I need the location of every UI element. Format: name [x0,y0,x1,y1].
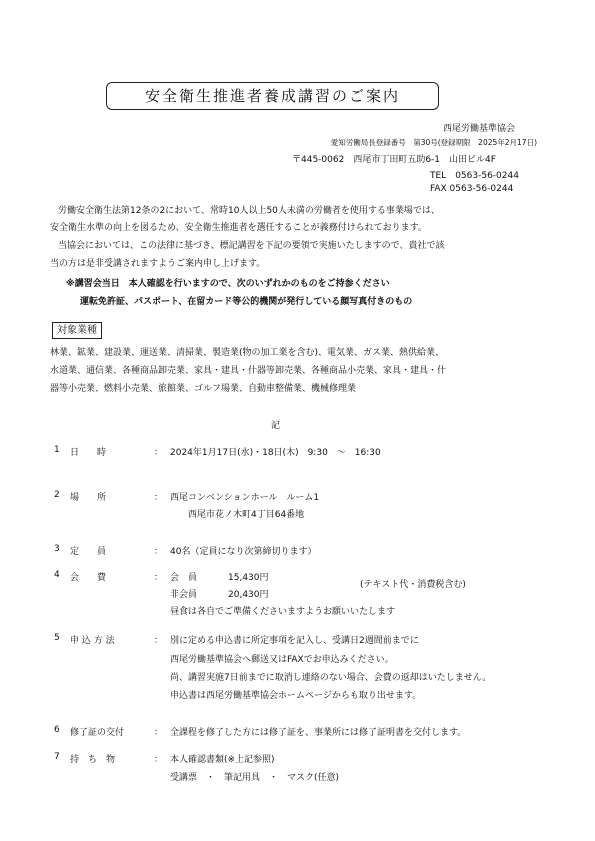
intro-line: 安全衛生水準の向上を図るため、安全衛生推進者を選任することが義務付けられております。 [50,223,427,233]
issuer-tel: TEL 0563-56-0244 [430,171,519,181]
issuer-address: 〒445-0062 西尾市丁田町五助6-1 山田ビル4F [292,155,496,165]
industries-line: 林業、鉱業、建設業、運送業、清掃業、製造業(物の加工業を含む)、電気業、ガス業、熱供給業、 [50,348,445,358]
item-label-certificate: 修了証の交付 [70,728,125,738]
item-separator: ： [154,636,164,646]
item-separator: ： [154,755,164,765]
item-number: 5 [54,633,60,643]
item-value-place: 西尾コンベンションホール ルーム1 [170,493,320,503]
item-label-fee: 会 費 [70,573,107,583]
item-number: 1 [54,445,60,455]
fee-nonmember-price: 20,430円 [228,590,269,600]
fee-lunch-note: 昼食は各自でご準備くださいますようお願いいたします [170,607,396,617]
item-separator: ： [154,448,164,458]
item-value-capacity: 40名（定員になり次第締切ります） [170,547,317,557]
item-value-place-address: 西尾市花ノ木町4丁目64番地 [188,510,305,520]
item-number: 3 [54,544,60,554]
item-value-belongings-list: 受講票 ・ 筆記用具 ・ マスク(任意) [170,773,340,783]
intro-line: 労働安全衛生法第12条の2において、常時10人以上50人未満の労働者を使用する事業場では、 [58,206,440,216]
item-value-belongings: 本人確認書類(※上記参照) [170,755,275,765]
fee-nonmember-label: 非会員 [170,590,198,600]
apply-line: 申込書は西尾労働基準協会ホームページからも取り出せます。 [170,691,422,701]
apply-line: 別に定める申込書に所定事項を記入し、受講日2週間前までに [170,636,419,646]
page-title: 安全衛生推進者養成講習のご案内 [106,82,439,110]
fee-member-label: 会 員 [170,573,198,583]
item-value-date: 2024年1月17日(水)・18日(木) 9:30 ～ 16:30 [170,448,381,458]
intro-line: 当の方は是非受講されますようご案内申し上げます。 [50,259,266,269]
item-number: 7 [54,752,60,762]
industries-line: 器等小売業、燃料小売業、旅館業、ゴルフ場業、自動車整備業、機械修理業 [50,384,357,394]
apply-line: 西尾労働基準協会へ郵送又はFAXでお申込みください。 [170,655,394,665]
notice-line: 運転免許証、パスポート、在留カード等公的機関が発行している顔写真付きのもの [80,297,413,307]
issuer-name: 西尾労働基準協会 [442,124,515,134]
item-number: 6 [54,725,60,735]
item-number: 4 [54,570,60,580]
item-label-capacity: 定 員 [70,547,107,557]
issuer-fax: FAX 0563-56-0244 [430,184,514,194]
item-separator: ： [154,573,164,583]
fee-member-price: 15,430円 [228,573,269,583]
industries-line: 水道業、通信業、各種商品卸売業、家具・建具・什器等卸売業、各種商品小売業、家具・建具・什 [50,366,447,376]
apply-line: 尚、講習実施7日前までに取消し連絡のない場合、会費の返却はいたしません。 [170,673,492,683]
item-label-date: 日 時 [70,448,107,458]
item-value-certificate: 全課程を修了した方には修了証を、事業所には修了証明書を交付します。 [170,728,467,738]
item-number: 2 [54,490,60,500]
item-label-apply: 申 込 方 法 [70,636,115,646]
intro-line: 当協会においては、この法律に基づき、標記講習を下記の要領で実施いたしますので、貴社で該 [58,241,445,251]
notice-line: ※講習会当日 本人確認を行いますので、次のいずれかのものをご持参ください [66,279,390,289]
industries-label: 対象業種 [52,322,102,339]
item-label-place: 場 所 [70,493,107,503]
ki-heading: 記 [271,421,281,431]
item-separator: ： [154,728,164,738]
fee-note: (テキスト代・消費税含む) [360,580,466,590]
item-label-belongings: 持 ち 物 [70,755,116,765]
issuer-registration: 愛知労働局長登録番号 第30号(登録期限 2025年2月17日) [330,138,537,147]
item-separator: ： [154,547,164,557]
item-separator: ： [154,493,164,503]
